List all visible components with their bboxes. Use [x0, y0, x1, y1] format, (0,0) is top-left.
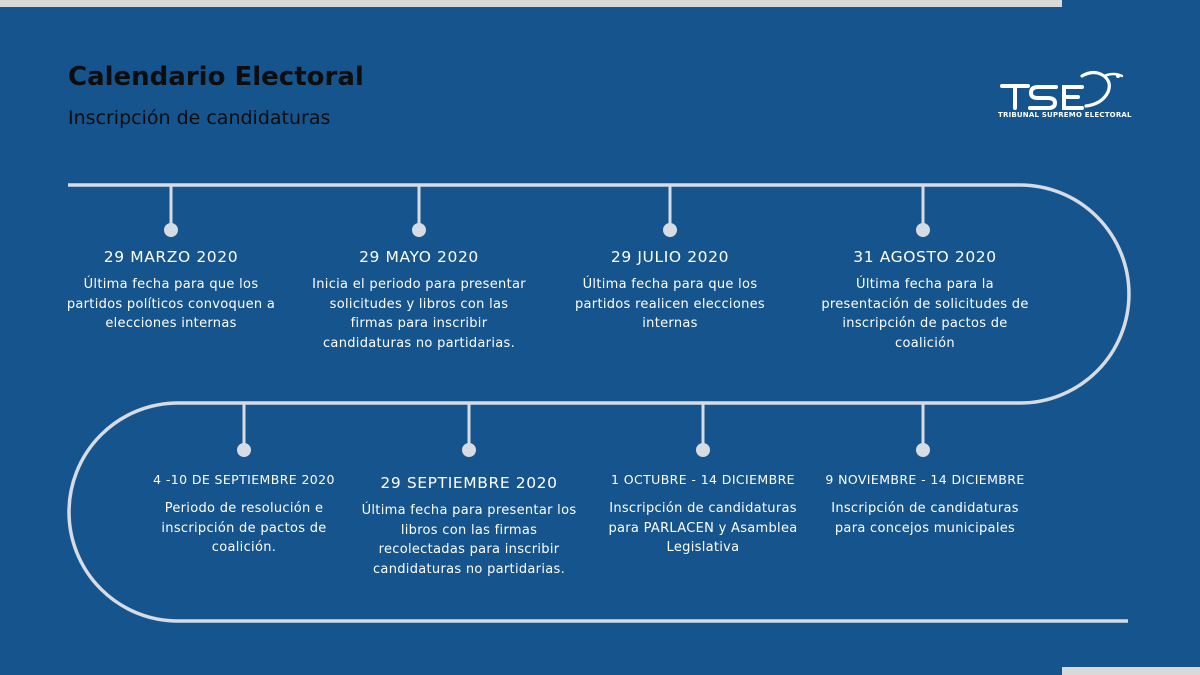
- timeline-event: [349, 474, 589, 579]
- event-date: 1 OCTUBRE - 14 DICIEMBRE: [611, 472, 795, 487]
- event-date: 29 MAYO 2020: [359, 248, 479, 266]
- timeline-node: [464, 445, 475, 456]
- page-subtitle: Inscripción de candidaturas: [68, 107, 331, 129]
- event-description: Periodo de resolución e inscripción de pactos de coalición.: [161, 501, 327, 555]
- event-date: 31 AGOSTO 2020: [853, 248, 997, 266]
- event-description: Última fecha para que los partidos realicen elecciones internas: [574, 277, 766, 331]
- timeline-event: [805, 248, 1045, 353]
- timeline-event: [805, 472, 1045, 538]
- timeline-node: [414, 225, 425, 236]
- timeline-event: [583, 472, 823, 558]
- event-date: 9 NOVIEMBRE - 14 DICIEMBRE: [825, 472, 1025, 487]
- page-title: Calendario Electoral: [68, 62, 364, 92]
- event-description: Última fecha para la presentación de solicitudes de inscripción de pactos de coalición: [821, 277, 1029, 351]
- timeline-node: [918, 225, 929, 236]
- event-description: Inscripción de candidaturas para concejos municipales: [831, 501, 1019, 536]
- logo-caption: TRIBUNAL SUPREMO ELECTORAL: [998, 111, 1132, 119]
- event-date: 29 SEPTIEMBRE 2020: [380, 474, 558, 492]
- timeline-event: [51, 248, 291, 334]
- event-date: 4 -10 DE SEPTIEMBRE 2020: [153, 472, 335, 487]
- timeline-node: [918, 445, 929, 456]
- timeline-node: [166, 225, 177, 236]
- timeline-event: [550, 248, 790, 334]
- event-description: Inscripción de candidaturas para PARLACEN y Asamblea Legislativa: [608, 501, 798, 555]
- event-description: Inicia el periodo para presentar solicitudes y libros con las firmas para inscribir candidaturas no partidarias.: [312, 277, 526, 351]
- timeline-event: [299, 248, 539, 353]
- event-date: 29 JULIO 2020: [610, 248, 730, 266]
- timeline-node: [665, 225, 676, 236]
- event-description: Última fecha para que los partidos políticos convoquen a elecciones internas: [66, 277, 276, 331]
- timeline-event: [124, 472, 364, 558]
- timeline-node: [698, 445, 709, 456]
- timeline-node: [239, 445, 250, 456]
- event-date: 29 MARZO 2020: [103, 248, 239, 266]
- event-description: Última fecha para presentar los libros con las firmas recolectadas para inscribir candidaturas no partidarias.: [361, 503, 577, 577]
